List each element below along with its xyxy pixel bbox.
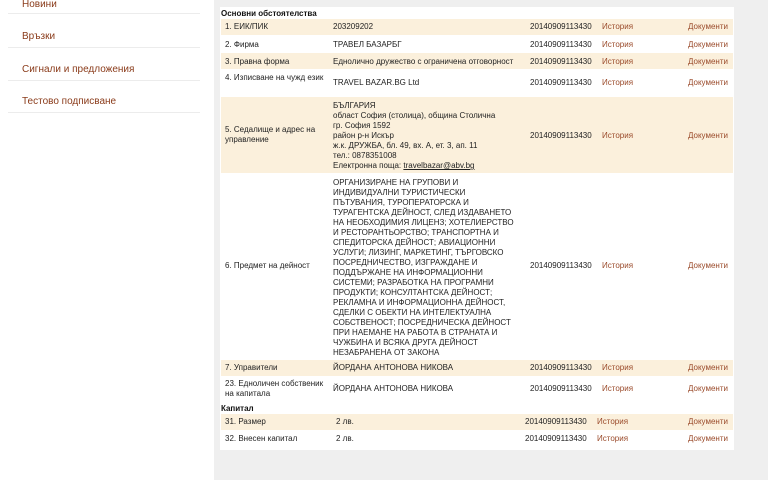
address-block (333, 101, 523, 171)
subject-line: ПЪТУВАНИЯ, ТУРОПЕРАТОРСКА И (333, 198, 469, 207)
row-date: 20140909113430 (530, 363, 592, 372)
subject-line: УСЛУГИ; ЛИЗИНГ, МАРКЕТИНГ, ТЪРГОВСКО (333, 248, 504, 257)
subject-line: ЧУЖБИНА И ВСЯКА ДРУГА ДЕЙНОСТ (333, 338, 478, 347)
table-row (221, 53, 733, 69)
table-row (221, 360, 733, 376)
row-value: Еднолично дружество с ограничена отговорност (333, 57, 514, 66)
address-line: район р-н Искър (333, 131, 394, 140)
table-row (221, 70, 733, 96)
subject-line: СПЕДИТОРСКА ДЕЙНОСТ; АВИАЦИОННИ (333, 238, 496, 247)
row-value: ТРАВЕЛ БАЗАРБГ (333, 40, 402, 49)
row-label: 3. Правна форма (225, 57, 290, 66)
history-link[interactable]: История (602, 131, 634, 140)
section-title-capital: Капитал (221, 404, 254, 413)
table-row (221, 36, 733, 52)
row-label: 23. Едноличен собственик на капитала (225, 379, 324, 398)
sidebar-item-news[interactable]: Новини (8, 0, 200, 14)
email-line (333, 161, 523, 171)
address-line: гр. София 1592 (333, 121, 391, 130)
subject-line: ПОДДЪРЖАНЕ НА ИНФОРМАЦИОННИ (333, 268, 483, 277)
row-value: ЙОРДАНА АНТОНОВА НИКОВА (333, 384, 454, 393)
sidebar-item-test-signing[interactable]: Тестово подписване (8, 95, 200, 113)
subject-line: НА НЕОБХОДИМИЯ ЛИЦЕНЗ; ХОТЕЛИЕРСТВО (333, 218, 514, 227)
table-row (221, 414, 733, 430)
row-date: 20140909113430 (530, 78, 592, 87)
documents-link[interactable]: Документи (688, 363, 728, 372)
history-link[interactable]: История (602, 40, 634, 49)
history-link[interactable]: История (597, 434, 629, 443)
row-date: 20140909113430 (530, 57, 592, 66)
history-link[interactable]: История (602, 363, 634, 372)
documents-link[interactable]: Документи (688, 434, 728, 443)
address-line: тел.: 0878351008 (333, 151, 397, 160)
history-link[interactable]: История (597, 417, 629, 426)
documents-link[interactable]: Документи (688, 417, 728, 426)
row-label: 5. Седалище и адрес на управление (225, 125, 316, 144)
subject-line: ТУРАГЕНТСКА ДЕЙНОСТ, СЛЕД ИЗДАВАНЕТО (333, 208, 512, 217)
history-link[interactable]: История (602, 22, 634, 31)
section-title-main: Основни обстоятелства (221, 9, 317, 18)
table-row (221, 19, 733, 35)
row-date: 20140909113430 (525, 434, 587, 443)
documents-link[interactable]: Документи (688, 78, 728, 87)
row-label: 32. Внесен капитал (225, 434, 298, 443)
email-label: Електронна поща: (333, 161, 404, 170)
row-label: 6. Предмет на дейност (225, 261, 310, 270)
row-value: ЙОРДАНА АНТОНОВА НИКОВА (333, 363, 454, 372)
subject-line: ОРГАНИЗИРАНЕ НА ГРУПОВИ И (333, 178, 459, 187)
row-value: TRAVEL BAZAR.BG Ltd (333, 78, 420, 87)
documents-link[interactable]: Документи (688, 40, 728, 49)
sidebar-item-signals[interactable]: Сигнали и предложения (8, 63, 200, 81)
business-subject (333, 178, 527, 358)
row-date: 20140909113430 (530, 131, 592, 140)
row-label: 2. Фирма (225, 40, 259, 49)
row-date: 20140909113430 (530, 384, 592, 393)
subject-line: ИНДИВИДУАЛНИ ТУРИСТИЧЕСКИ (333, 188, 466, 197)
documents-link[interactable]: Документи (688, 384, 728, 393)
sidebar-item-links[interactable]: Връзки (8, 30, 200, 48)
row-date: 20140909113430 (530, 40, 592, 49)
documents-link[interactable]: Документи (688, 261, 728, 270)
row-label: 1. ЕИК/ПИК (225, 22, 269, 31)
history-link[interactable]: История (602, 57, 634, 66)
row-value: 2 лв. (336, 434, 354, 443)
address-line: БЪЛГАРИЯ (333, 101, 376, 110)
table-row (221, 377, 733, 402)
table-row (221, 174, 733, 359)
subject-line: СИСТЕМИ; РАЗРАБОТКА НА ПРОГРАМНИ (333, 278, 494, 287)
history-link[interactable]: История (602, 384, 634, 393)
address-line: ж.к. ДРУЖБА, бл. 49, вх. А, ет. 3, ап. 11 (333, 141, 478, 150)
subject-line: СОБСТВЕНОСТ; ПОСРЕДНИЧЕСКА ДЕЙНОСТ (333, 318, 511, 327)
row-label: 7. Управители (225, 363, 278, 372)
row-label: 31. Размер (225, 417, 266, 426)
subject-line: СДЕЛКИ С ОБЕКТИ НА ИНТЕЛЕКТУАЛНА (333, 308, 492, 317)
documents-link[interactable]: Документи (688, 57, 728, 66)
documents-link[interactable]: Документи (688, 22, 728, 31)
documents-link[interactable]: Документи (688, 131, 728, 140)
subject-line: ПОСРЕДНИЧЕСТВО, ИЗГРАЖДАНЕ И (333, 258, 478, 267)
row-date: 20140909113430 (525, 417, 587, 426)
history-link[interactable]: История (602, 261, 634, 270)
row-label: 4. Изписване на чужд език (225, 73, 324, 82)
row-date: 20140909113430 (530, 261, 592, 270)
subject-line: И РЕСТОРАНТЬОРСТВО; ТРАНСПОРТНА И (333, 228, 499, 237)
table-row (221, 97, 733, 173)
subject-line: НЕЗАБРАНЕНА ОТ ЗАКОНА (333, 348, 440, 357)
row-date: 20140909113430 (530, 22, 592, 31)
email-link[interactable]: travelbazar@abv.bg (403, 161, 475, 170)
sidebar (0, 0, 208, 480)
history-link[interactable]: История (602, 78, 634, 87)
address-line: област София (столица), община Столична (333, 111, 496, 120)
subject-line: ПРОДУКТИ; КОНСУЛТАНТСКА ДЕЙНОСТ; (333, 288, 493, 297)
table-row (221, 431, 733, 447)
row-value: 203209202 (333, 22, 374, 31)
row-value: 2 лв. (336, 417, 354, 426)
subject-line: ПРИ НАЕМАНЕ НА РАБОТА В СТРАНАТА И (333, 328, 498, 337)
subject-line: РЕКЛАМНА И ИНФОРМАЦИОННА ДЕЙНОСТ, (333, 298, 506, 307)
